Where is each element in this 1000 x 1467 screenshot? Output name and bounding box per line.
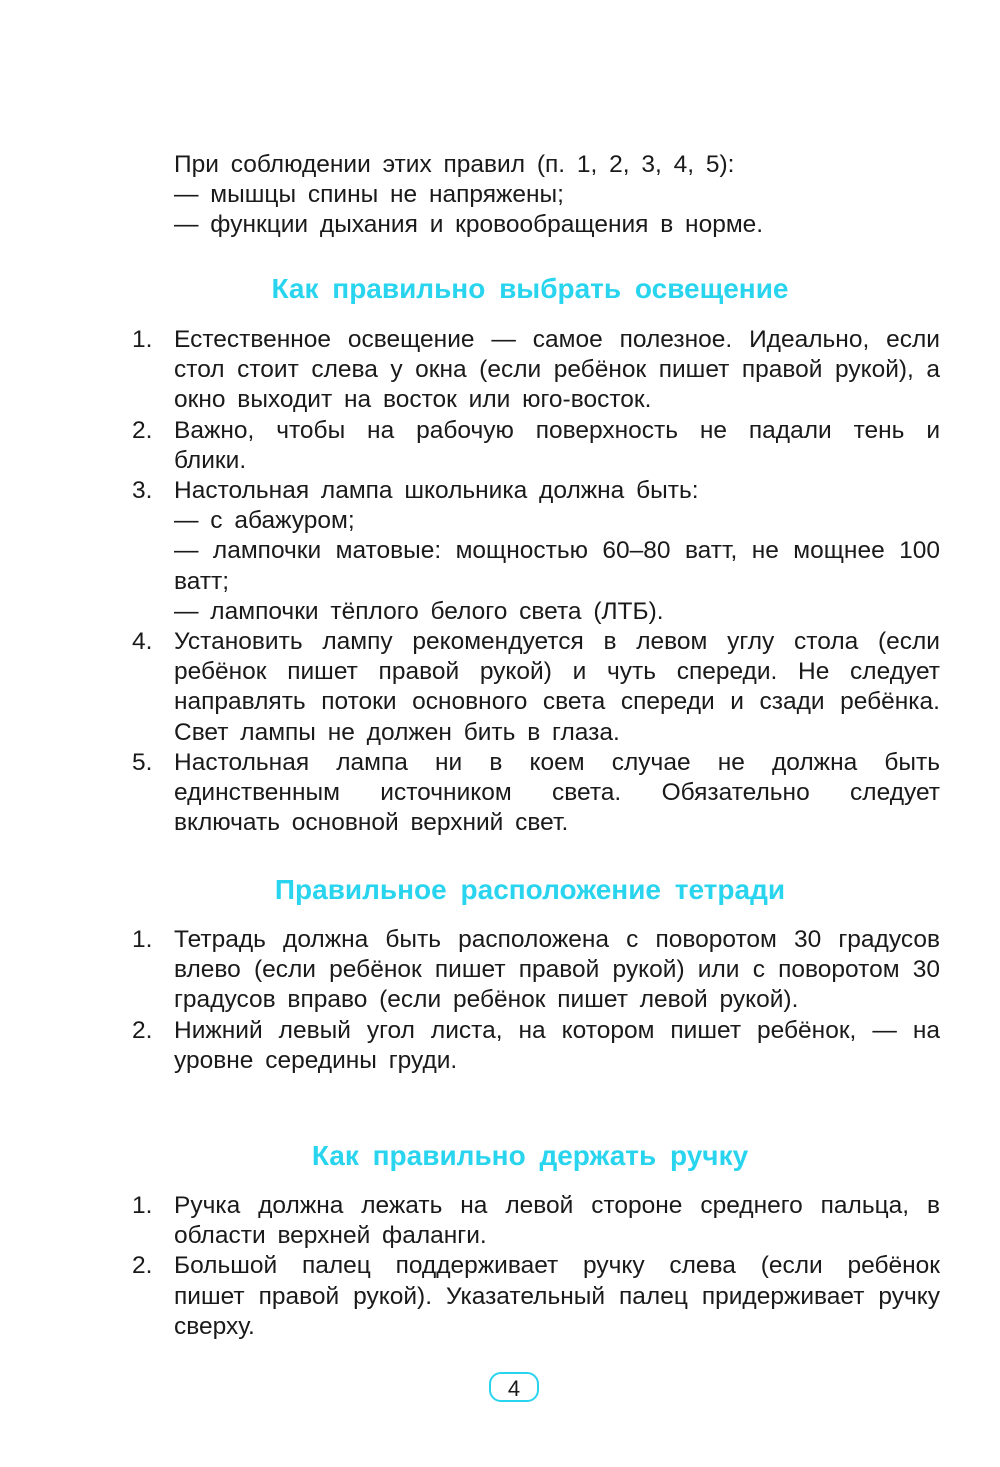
list-item	[132, 925, 940, 1016]
item-number: 3.	[132, 477, 153, 505]
lighting-list	[132, 325, 940, 838]
list-item	[132, 748, 940, 839]
intro-line: При соблюдении этих правил (п. 1, 2, 3, 4, 5):	[174, 151, 735, 178]
list-item	[132, 1016, 940, 1076]
item-text: Важно, чтобы на рабочую поверхность не падали тень и блики.	[174, 416, 940, 474]
item-text: Нижний левый угол листа, на котором пишет ребёнок, — на уровне середины груди.	[174, 1016, 940, 1074]
sub-item: — лампочки тёплого белого света (ЛТБ).	[174, 597, 664, 625]
item-number: 1.	[132, 1192, 153, 1219]
intro-line: — мышцы спины не напряжены;	[174, 181, 564, 209]
item-text: Установить лампу рекомендуется в левом углу стола (если ребёнок пишет правой рукой) и чуть спереди. Не следует направлять потоки основного света спереди и сзади ребёнка. Свет лампы не должен бить в глаза.	[174, 628, 940, 746]
pen-list	[132, 1191, 940, 1342]
sub-item: — лампочки матовые: мощностью 60–80 ватт, не мощнее 100 ватт;	[174, 537, 940, 595]
item-text: Ручка должна лежать на левой стороне среднего пальца, в области верхней фаланги.	[174, 1192, 940, 1250]
item-number: 1.	[132, 326, 153, 353]
list-item	[132, 325, 940, 416]
list-item	[132, 476, 940, 627]
item-number: 2.	[132, 416, 153, 444]
item-number: 2.	[132, 1016, 153, 1044]
list-item	[132, 1191, 940, 1251]
intro-line: — функции дыхания и кровообращения в норме.	[174, 211, 764, 239]
item-text: Естественное освещение — самое полезное. Идеально, если стол стоит слева у окна (если ребёнок пишет правой рукой), а окно выходит на восток или юго-восток.	[174, 326, 940, 414]
item-number: 2.	[132, 1252, 153, 1280]
item-number: 4.	[132, 628, 153, 656]
section-title-pen: Как правильно держать ручку	[311, 1140, 749, 1171]
intro-block	[174, 150, 940, 241]
item-text: Тетрадь должна быть расположена с поворотом 30 градусов влево (если ребёнок пишет правой рукой) или с поворотом 30 градусов вправо (если ребёнок пишет левой рукой).	[174, 926, 940, 1014]
item-number: 1.	[132, 926, 153, 953]
item-number: 5.	[132, 748, 153, 776]
sub-item: — с абажуром;	[174, 507, 355, 535]
list-item	[132, 416, 940, 476]
list-item	[132, 627, 940, 748]
notebook-list	[132, 925, 940, 1076]
section-title-lighting: Как правильно выбрать освещение	[271, 273, 789, 304]
item-text: Большой палец поддерживает ручку слева (если ребёнок пишет правой рукой). Указательный палец придерживает ручку сверху.	[174, 1252, 940, 1340]
list-item	[132, 1251, 940, 1342]
item-text: Настольная лампа школьника должна быть:	[174, 477, 699, 505]
page-number: 4	[489, 1372, 539, 1402]
item-text: Настольная лампа ни в коем случае не должна быть единственным источником света. Обязательно следует включать основной верхний свет.	[174, 748, 940, 837]
section-title-notebook: Правильное расположение тетради	[274, 874, 786, 905]
